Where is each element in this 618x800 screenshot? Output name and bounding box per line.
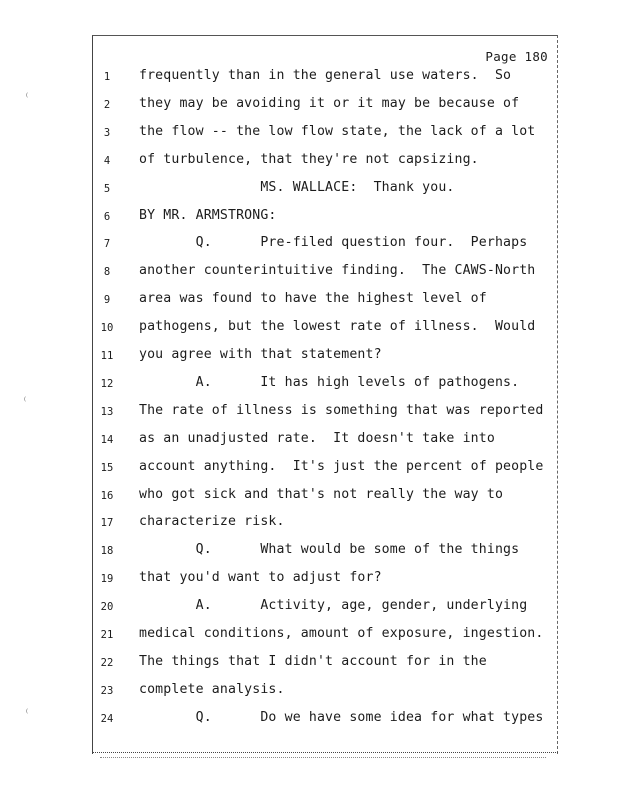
line-text: Q. What would be some of the things	[139, 542, 520, 558]
transcript-line	[0, 347, 618, 367]
line-number: 10	[100, 322, 114, 335]
line-number: 18	[100, 545, 114, 558]
line-text: you agree with that statement?	[139, 347, 382, 362]
line-text: MS. WALLACE: Thank you.	[139, 179, 455, 195]
page-bottom-rule-secondary	[100, 757, 546, 758]
line-text: complete analysis.	[139, 681, 285, 697]
line-number: 21	[100, 629, 114, 641]
transcript-line	[0, 124, 618, 144]
line-number: 4	[103, 154, 111, 167]
line-number: 8	[103, 266, 111, 279]
transcript-line	[0, 542, 618, 562]
line-number: 11	[100, 350, 114, 362]
line-text: another counterintuitive finding. The CAWS-North	[139, 263, 536, 279]
line-text: frequently than in the general use waters. So	[139, 68, 512, 83]
line-text: of turbulence, that they're not capsizing.	[139, 151, 479, 167]
line-number: 19	[100, 573, 114, 586]
transcript-line	[0, 180, 618, 200]
line-text: that you'd want to adjust for?	[139, 570, 382, 586]
transcript-line	[0, 459, 618, 479]
line-text: A. It has high levels of pathogens.	[139, 374, 520, 390]
transcript-line	[0, 626, 618, 646]
line-text: pathogens, but the lowest rate of illness. Would	[139, 319, 536, 335]
page-bottom-rule	[92, 752, 558, 753]
transcript-line	[0, 96, 618, 116]
line-number: 13	[100, 405, 114, 418]
transcript-line	[0, 375, 618, 395]
transcript-line	[0, 598, 618, 618]
transcript-line	[0, 403, 618, 423]
transcript-line	[0, 654, 618, 674]
line-number: 24	[100, 712, 114, 725]
line-text: A. Activity, age, gender, underlying	[139, 598, 528, 614]
line-number: 12	[100, 377, 114, 390]
transcript-line	[0, 682, 618, 702]
line-text: who got sick and that's not really the way to	[139, 486, 504, 502]
line-number: 20	[100, 601, 114, 614]
transcript-line	[0, 514, 618, 534]
line-text: account anything. It's just the percent of people	[139, 458, 544, 474]
line-text: as an unadjusted rate. It doesn't take into	[139, 430, 495, 446]
line-text: The things that I didn't account for in the	[139, 653, 487, 669]
line-number: 2	[103, 98, 111, 111]
line-number: 6	[103, 210, 111, 223]
margin-punch-mark: ⁽	[22, 396, 29, 407]
page-number: Page 180	[485, 49, 548, 64]
line-text: Q. Pre-filed question four. Perhaps	[139, 235, 528, 251]
line-number: 5	[103, 182, 111, 195]
line-number: 23	[100, 684, 114, 697]
line-text: characterize risk.	[139, 514, 285, 530]
transcript-line	[0, 319, 618, 339]
line-text: area was found to have the highest level of	[139, 291, 487, 307]
margin-punch-mark: ⁽	[24, 92, 31, 103]
line-number: 16	[100, 489, 114, 502]
transcript-line	[0, 68, 618, 88]
line-text: The rate of illness is something that was reported	[139, 402, 544, 418]
line-number: 17	[100, 517, 114, 530]
transcript-line	[0, 570, 618, 590]
line-text: BY MR. ARMSTRONG:	[139, 207, 277, 223]
transcript-line	[0, 235, 618, 255]
line-number: 9	[103, 294, 111, 307]
line-number: 22	[100, 656, 114, 669]
line-number: 14	[100, 433, 114, 446]
transcript-line	[0, 208, 618, 228]
line-number: 15	[100, 461, 114, 474]
line-text: Q. Do we have some idea for what types	[139, 709, 544, 725]
line-text: they may be avoiding it or it may be because of	[139, 95, 520, 111]
transcript-line	[0, 487, 618, 507]
line-number: 3	[103, 126, 111, 139]
transcript-line	[0, 152, 618, 172]
transcript-line	[0, 291, 618, 311]
line-number: 7	[103, 238, 111, 251]
transcript-line	[0, 710, 618, 730]
transcript-line	[0, 263, 618, 283]
line-text: the flow -- the low flow state, the lack of a lot	[139, 123, 536, 139]
margin-punch-mark: ⁽	[24, 708, 31, 719]
transcript-line	[0, 431, 618, 451]
line-text: medical conditions, amount of exposure, ingestion.	[139, 626, 544, 641]
line-number: 1	[103, 71, 111, 83]
